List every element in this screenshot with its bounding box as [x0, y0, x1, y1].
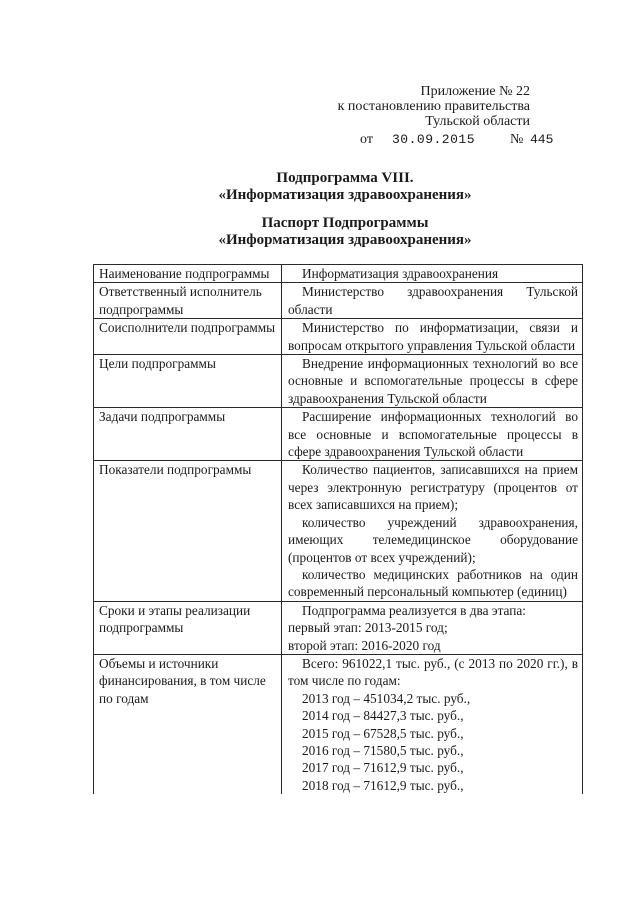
row-label: Объемы и источники финансирования, в том числе по годам [94, 654, 282, 794]
appendix-block [330, 84, 530, 129]
value-text: Министерство здравоохранения Тульской области [288, 284, 578, 317]
table-row [94, 601, 583, 654]
passport-table [93, 264, 583, 794]
value-text: первый этап: 2013-2015 год; [288, 620, 448, 636]
value-text: второй этап: 2016-2020 год [288, 637, 441, 653]
passport-title [0, 215, 640, 249]
value-text: 2015 год – 67528,5 тыс. руб., [302, 725, 464, 741]
title-line: Подпрограмма VIII. [276, 170, 414, 186]
row-label: Ответственный исполнитель подпрограммы [94, 283, 282, 319]
value-text: Количество пациентов, записавшихся на прием через электронную регистратуру (процентов от всех записавшихся на прием); [288, 462, 578, 513]
approval-line [360, 132, 554, 148]
row-value [282, 355, 583, 408]
row-label: Цели подпрограммы [94, 355, 282, 408]
row-value [282, 461, 583, 601]
subprogram-title [0, 170, 640, 204]
appendix-line: Приложение № 22 [420, 84, 530, 99]
table-row [94, 408, 583, 461]
approval-date: 30.09.2015 [392, 132, 476, 147]
value-text: Всего: 961022,1 тыс. руб., (с 2013 по 2020 гг.), в том числе по годам: [288, 655, 578, 689]
row-value [282, 601, 583, 654]
row-label: Наименование подпрограммы [94, 265, 282, 283]
approval-number-label: № [510, 132, 524, 147]
table-row [94, 265, 583, 283]
row-label: Задачи подпрограммы [94, 408, 282, 461]
row-value [282, 283, 583, 319]
value-text: Министерство по информатизации, связи и вопросам открытого управления Тульской области [288, 320, 578, 353]
row-label: Сроки и этапы реализации подпрограммы [94, 601, 282, 654]
title-line: «Информатизация здравоохранения» [218, 187, 472, 203]
table-row [94, 319, 583, 355]
approval-prefix: от [360, 132, 373, 147]
table-row [94, 355, 583, 408]
row-value [282, 319, 583, 355]
value-text: количество учреждений здравоохранения, имеющих телемедицинское оборудование (процентов от всех учреждений); [288, 514, 578, 565]
value-text: 2013 год – 451034,2 тыс. руб., [302, 690, 471, 706]
value-text: 2014 год – 84427,3 тыс. руб., [302, 708, 464, 724]
table-row [94, 654, 583, 794]
value-text: Информатизация здравоохранения [302, 266, 499, 281]
row-label: Соисполнители подпрограммы [94, 319, 282, 355]
value-text: 2018 год – 71612,9 тыс. руб., [302, 777, 464, 793]
appendix-line: Тульской области [425, 114, 530, 129]
value-text: Внедрение информационных технологий во все основные и вспомогательные процессы в сфере здравоохранения Тульской области [288, 356, 578, 406]
row-value [282, 654, 583, 794]
row-value [282, 408, 583, 461]
row-label: Показатели подпрограммы [94, 461, 282, 601]
value-text: 2016 год – 71580,5 тыс. руб., [302, 742, 464, 758]
value-text: количество медицинских работников на один современный персональный компьютер (единиц) [288, 566, 578, 600]
value-text: Подпрограмма реализуется в два этапа: [302, 602, 526, 618]
value-text: Расширение информационных технологий во все основные и вспомогательные процессы в сфере здравоохранения Тульской области [288, 409, 578, 460]
title-line: «Информатизация здравоохранения» [218, 232, 472, 248]
table-row [94, 283, 583, 319]
row-value [282, 265, 583, 283]
appendix-line: к постановлению правительства [337, 99, 530, 114]
table-row [94, 461, 583, 601]
approval-number: 445 [530, 132, 554, 147]
value-text: 2017 год – 71612,9 тыс. руб., [302, 760, 464, 776]
title-line: Паспорт Подпрограммы [261, 215, 429, 231]
